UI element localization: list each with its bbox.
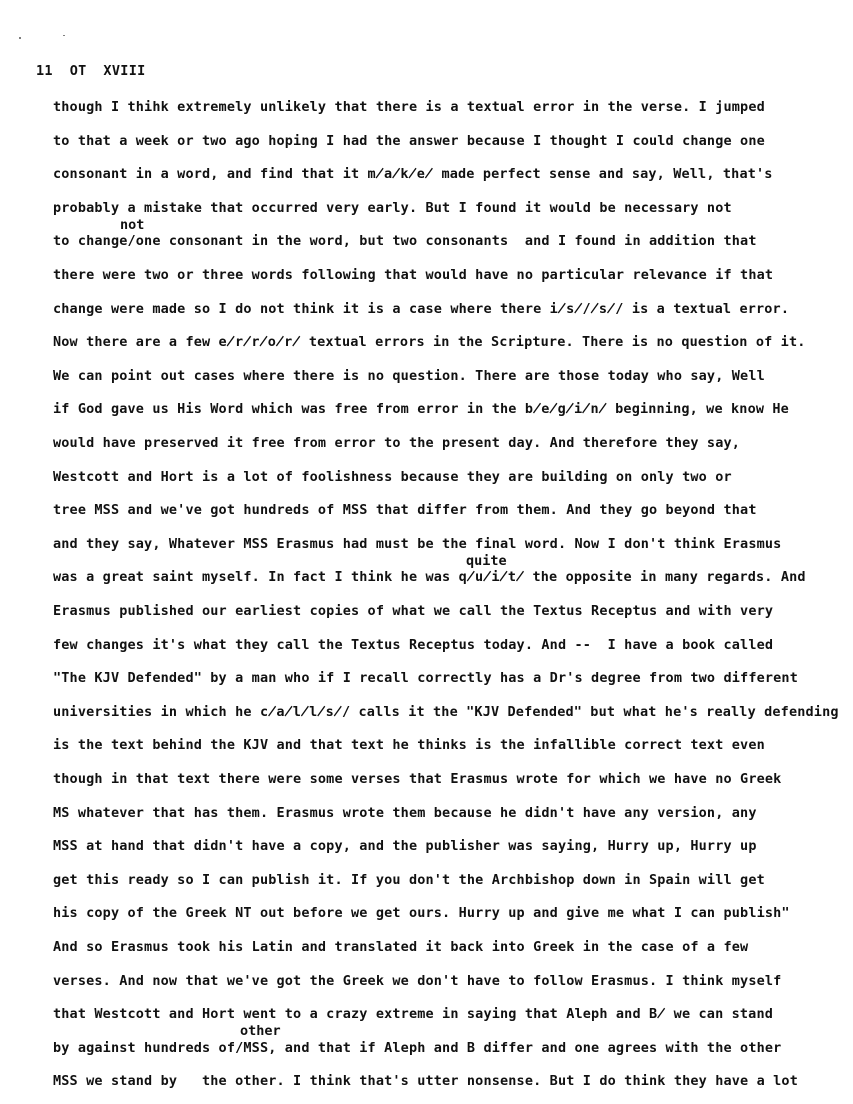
- text-line: to change/one consonant in the word, but two consonants and I found in addition that: [53, 233, 757, 249]
- text-line: was a great saint myself. In fact I think he was q̸u̸i̸t̸ the opposite in many regards. And: [53, 569, 806, 585]
- text-line: get this ready so I can publish it. If you don't the Archbishop down in Spain will get: [53, 872, 765, 888]
- scan-speck: [63, 35, 65, 36]
- text-line: Westcott and Hort is a lot of foolishness because they are building on only two or: [53, 469, 732, 485]
- text-line: by against hundreds of/MSS, and that if Aleph and B differ and one agrees with the other: [53, 1040, 782, 1056]
- text-line: MSS at hand that didn't have a copy, and the publisher was saying, Hurry up, Hurry up: [53, 838, 757, 854]
- text-line: We can point out cases where there is no question. There are those today who say, Well: [53, 368, 765, 384]
- text-line: would have preserved it free from error to the present day. And therefore they say,: [53, 435, 741, 451]
- page-header: 11 OT XVIII: [36, 63, 146, 79]
- text-line: his copy of the Greek NT out before we get ours. Hurry up and give me what I can publish": [53, 905, 790, 921]
- text-line: MS whatever that has them. Erasmus wrote them because he didn't have any version, any: [53, 805, 757, 821]
- text-line: to that a week or two ago hoping I had the answer because I thought I could change one: [53, 133, 765, 149]
- text-line: tree MSS and we've got hundreds of MSS that differ from them. And they go beyond that: [53, 502, 757, 518]
- text-line: probably a mistake that occurred very early. But I found it would be necessary not: [53, 200, 732, 216]
- text-line: And so Erasmus took his Latin and translated it back into Greek in the case of a few: [53, 939, 749, 955]
- interlinear-insert-not: not: [120, 217, 145, 233]
- interlinear-insert-quite: quite: [466, 553, 507, 569]
- text-line: is the text behind the KJV and that text he thinks is the infallible correct text even: [53, 737, 765, 753]
- text-line: "The KJV Defended" by a man who if I recall correctly has a Dr's degree from two different: [53, 670, 798, 686]
- text-line: Now there are a few e̸r̸r̸o̸r̸ textual errors in the Scripture. There is no question of it.: [53, 334, 806, 350]
- text-line: there were two or three words following that would have no particular relevance if that: [53, 267, 774, 283]
- text-line: few changes it's what they call the Textus Receptus today. And -- I have a book called: [53, 637, 774, 653]
- interlinear-insert-other: other: [240, 1023, 281, 1039]
- text-line: verses. And now that we've got the Greek we don't have to follow Erasmus. I think myself: [53, 973, 782, 989]
- text-line: though in that text there were some verses that Erasmus wrote for which we have no Greek: [53, 771, 782, 787]
- text-line: if God gave us His Word which was free from error in the b̸e̸g̸i̸n̸ beginning, we know He: [53, 401, 789, 417]
- text-line: MSS we stand by the other. I think that's utter nonsense. But I do think they have a lot: [53, 1073, 798, 1089]
- text-line: though I thihk extremely unlikely that there is a textual error in the verse. I jumped: [53, 99, 765, 115]
- text-line: consonant in a word, and find that it m̸a̸k̸e̸ made perfect sense and say, Well, that's: [53, 166, 773, 182]
- text-line: Erasmus published our earliest copies of what we call the Textus Receptus and with very: [53, 603, 774, 619]
- text-line: and they say, Whatever MSS Erasmus had must be the final word. Now I don't think Erasmus: [53, 536, 782, 552]
- scan-speck: [19, 37, 21, 39]
- text-line: that Westcott and Hort went to a crazy extreme in saying that Aleph and B̸ we can stand: [53, 1006, 774, 1022]
- text-line: change were made so I do not think it is a case where there i̸s̸/̸s̸/ is a textual error.: [53, 301, 790, 317]
- text-line: universities in which he c̸a̸l̸l̸s̸/ calls it the "KJV Defended" but what he's really defending: [53, 704, 839, 720]
